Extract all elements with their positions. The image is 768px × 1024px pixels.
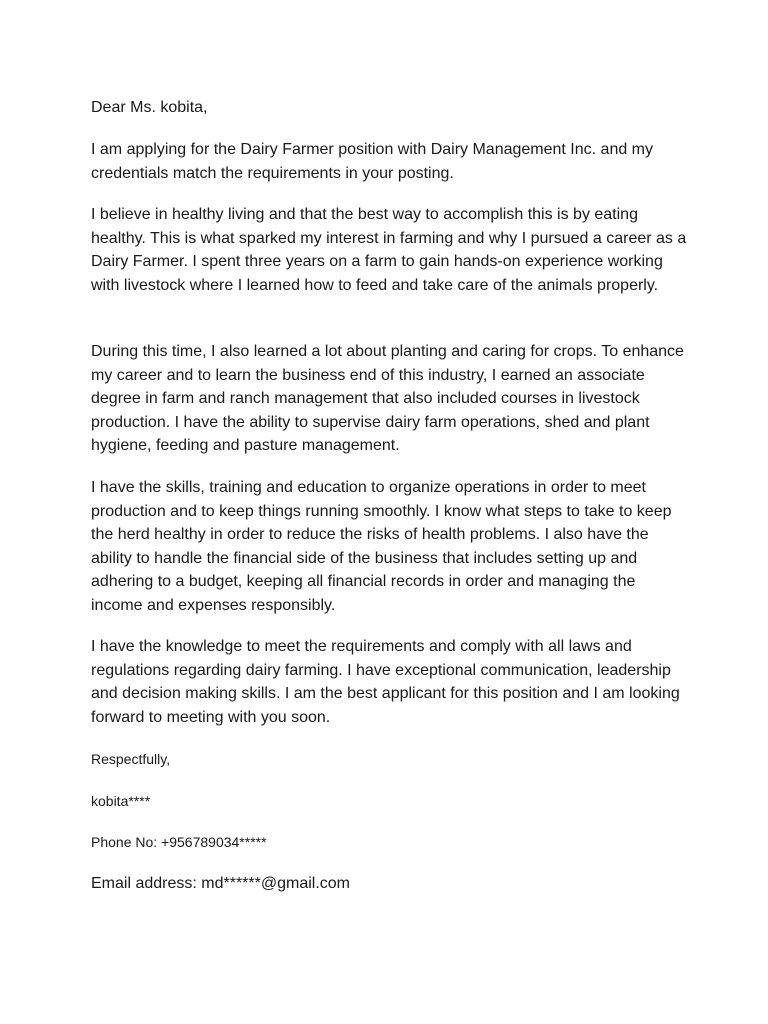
paragraph-conclusion: I have the knowledge to meet the requirements and comply with all laws and regulations regarding dairy farming. I have exceptional communication, leadership and decision making skills. I am the best applicant for this position and I am looking forward to meeting with you soon.	[91, 638, 680, 726]
paragraph-education: During this time, I also learned a lot about planting and caring for crops. To enhance my career and to learn the business end of this industry, I earned an associate degree in farm and ranch management that also included courses in livestock production. I have the ability to supervise dairy farm operations, shed and plant hygiene, feeding and pasture management.	[91, 343, 684, 454]
signature-name: kobita****	[91, 793, 151, 809]
paragraph-motivation: I believe in healthy living and that the best way to accomplish this is by eating healthy. This is what sparked my interest in farming and why I pursued a career as a Dairy Farmer. I spent three years on a farm to gain hands-on experience working with livestock where I learned how to feed and take care of the animals properly.	[91, 206, 687, 294]
closing: Respectfully,	[91, 751, 171, 767]
phone-number: Phone No: +956789034*****	[91, 834, 267, 850]
salutation: Dear Ms. kobita,	[91, 99, 208, 116]
email-address: Email address: md******@gmail.com	[91, 875, 350, 892]
paragraph-skills: I have the skills, training and education to organize operations in order to meet production and to keep things running smoothly. I know what steps to take to keep the herd healthy in order to reduce the risks of health problems. I also have the ability to handle the financial side of the business that includes setting up and adhering to a budget, keeping all financial records in order and managing the income and expenses responsibly.	[91, 479, 672, 614]
paragraph-application: I am applying for the Dairy Farmer position with Dairy Management Inc. and my credentials match the requirements in your posting.	[91, 141, 654, 182]
